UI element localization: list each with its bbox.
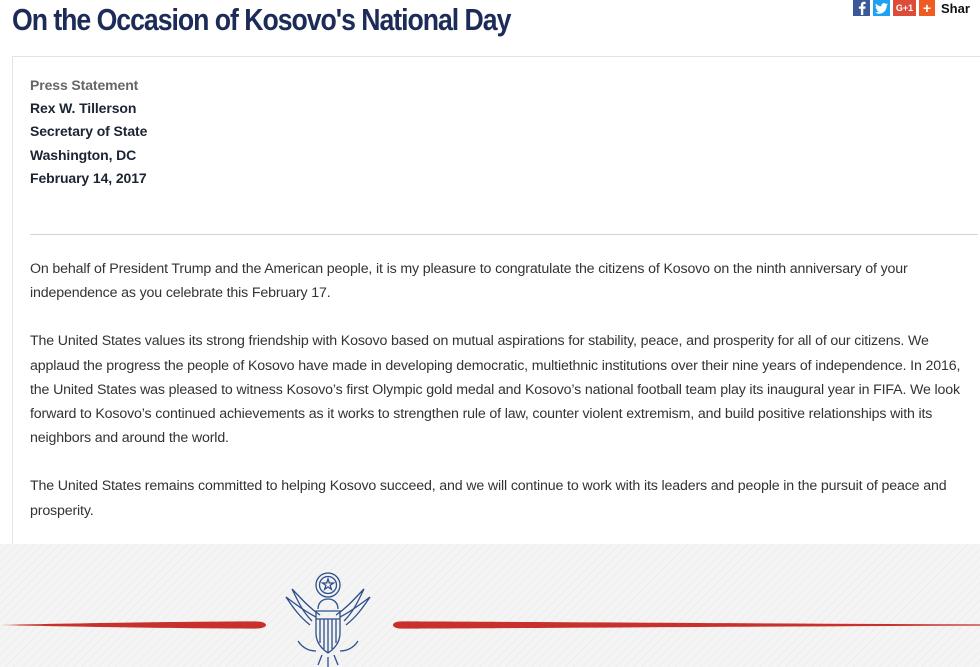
facebook-icon [857, 1, 867, 15]
divider [30, 234, 978, 235]
twitter-share-button[interactable] [873, 0, 890, 16]
body-paragraph: The United States values its strong friendship with Kosovo based on mutual aspirations for stability, peace, and prosperity for all of our citizens. We applaud the progress the people of Kosovo have made in developing democratic, multiethnic institutions over their nine years of independence. In 2016, the United States was pleased to witness Kosovo’s first Olympic gold medal and Kosovo’s national football team play its inaugural year in FIFA. We look forward to Kosovo’s continued achievements as it works to strengthen rule of law, counter violent extremism, and build positive relationships with its neighbors and around the world. [30, 333, 961, 447]
great-seal-icon [272, 571, 384, 667]
statement-body [30, 257, 980, 547]
statement-meta [30, 74, 147, 190]
footer-band [0, 544, 980, 667]
more-share-button[interactable]: + [919, 0, 935, 16]
body-paragraph: On behalf of President Trump and the American people, it is my pleasure to congratulate the citizens of Kosovo on the ninth anniversary of your independence as you celebrate this February 17. [30, 261, 908, 302]
twitter-icon [875, 3, 888, 14]
statement-type: Press Statement [30, 77, 139, 93]
statement-author: Rex W. Tillerson [30, 100, 137, 117]
page-title: On the Occasion of Kosovo's National Day [12, 2, 511, 37]
footer-left-stroke [0, 619, 268, 631]
share-bar [853, 0, 970, 16]
googleplus-share-button[interactable]: G+1 [893, 0, 916, 16]
statement-date: February 14, 2017 [30, 169, 147, 186]
body-paragraph: The United States remains committed to helping Kosovo succeed, and we will continue to work with its leaders and people in the pursuit of peace and prosperity. [30, 478, 947, 519]
facebook-share-button[interactable] [853, 0, 870, 16]
statement-author-title: Secretary of State [30, 123, 148, 140]
statement-location: Washington, DC [30, 146, 137, 163]
footer-right-stroke [392, 619, 980, 631]
share-label[interactable]: Shar [941, 0, 970, 16]
